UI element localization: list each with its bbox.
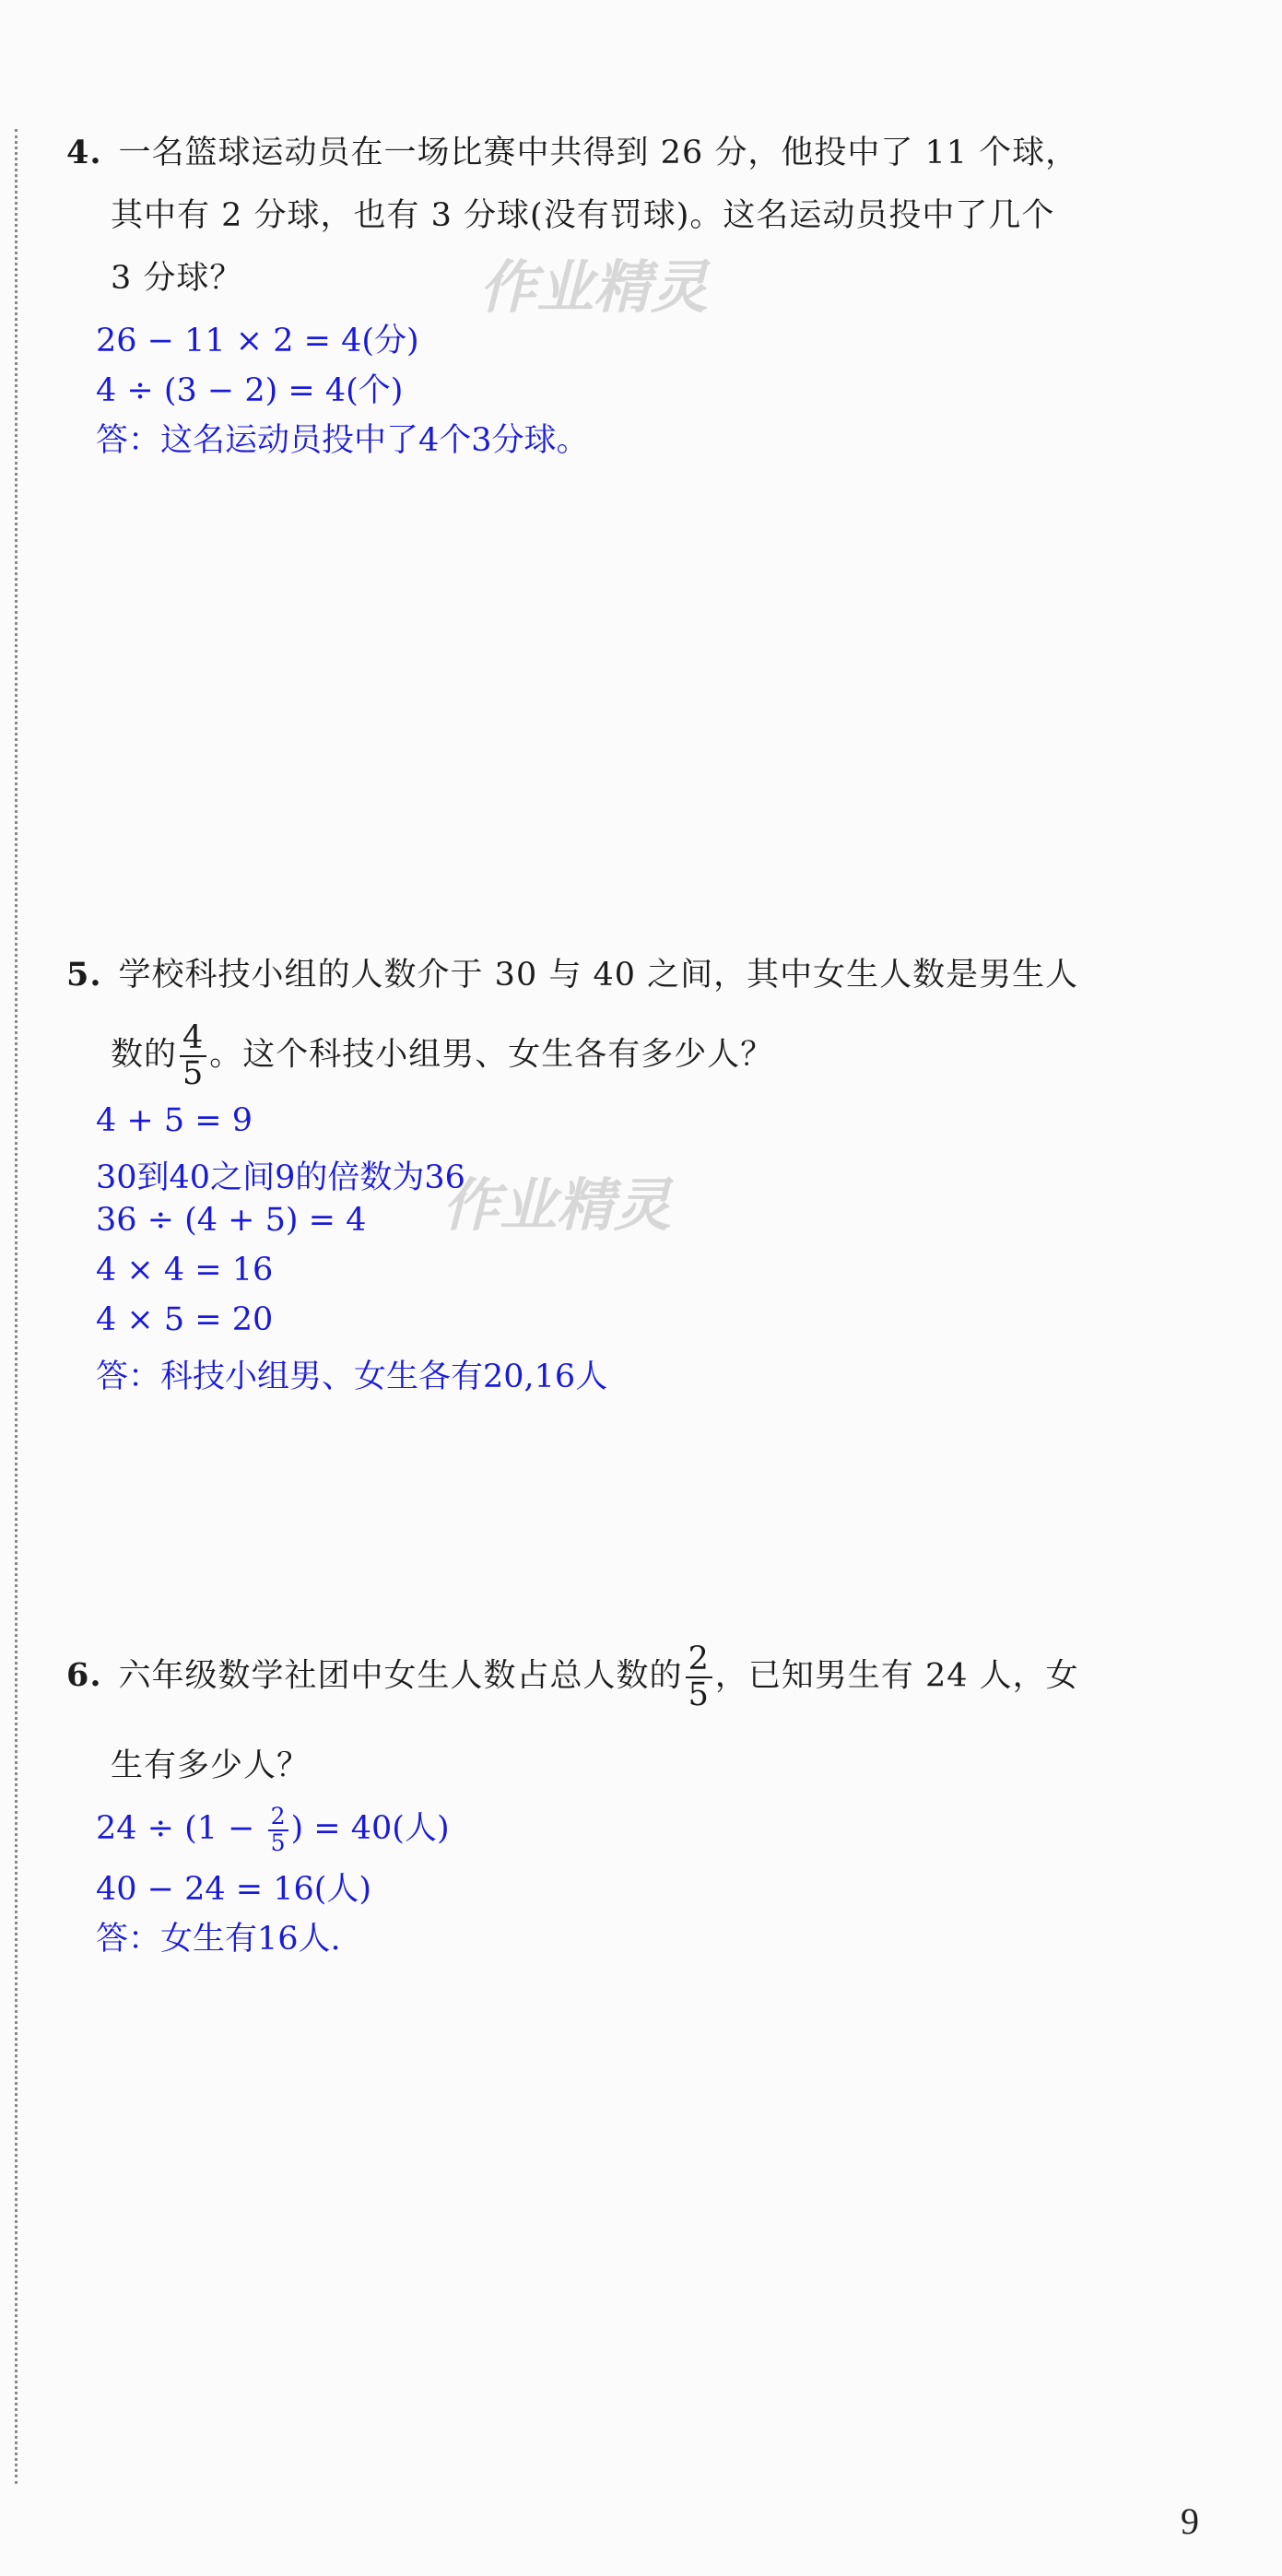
page-number: 9 — [1181, 2500, 1199, 2542]
q4-line2: 其中有 2 分球，也有 3 分球(没有罚球)。这名运动员投中了几个 — [111, 197, 1055, 234]
q6-answer-1a: 24 ÷ (1 − — [96, 1810, 265, 1847]
q6-line2: 生有多少人？ — [111, 1747, 311, 1784]
q6-fraction-num: 2 — [686, 1642, 712, 1678]
q5-text-2b: 。这个科技小组男、女生各有多少人？ — [209, 1036, 774, 1074]
q5-text-1: 学校科技小组的人数介于 30 与 40 之间，其中女生人数是男生人 — [118, 957, 1079, 994]
q5-answer-5: 4 × 5 = 20 — [96, 1301, 274, 1338]
q6-text-1b: ，已知男生有 24 人，女 — [714, 1657, 1079, 1695]
q6-answer-fraction-num: 2 — [268, 1805, 288, 1830]
q4-text-1: 一名篮球运动员在一场比赛中共得到 26 分，他投中了 11 个球， — [118, 135, 1079, 171]
q4-line1 — [66, 127, 1078, 173]
q6-answer-fraction — [268, 1805, 288, 1855]
q4-answer-3: 答：这名运动员投中了4个3分球。 — [96, 422, 589, 459]
q6-line1 — [66, 1642, 1079, 1712]
watermark-logo: 作业精灵 — [479, 253, 709, 321]
q6-number: 6. — [66, 1656, 102, 1695]
q6-answer-2: 40 − 24 = 16(人) — [96, 1871, 372, 1908]
margin-dotted-line — [15, 129, 18, 2484]
q6-answer-1 — [96, 1803, 450, 1855]
q5-line2 — [111, 1021, 773, 1091]
q6-text-1a: 六年级数学社团中女生人数占总人数的 — [118, 1657, 683, 1695]
q6-fraction-den: 5 — [688, 1676, 710, 1713]
q6-fraction — [686, 1642, 712, 1712]
q5-answer-1: 4 + 5 = 9 — [96, 1102, 253, 1139]
q5-text-2a: 数的 — [111, 1036, 178, 1074]
q5-number: 5. — [66, 956, 102, 994]
watermark-logo-2: 作业精灵 — [442, 1171, 672, 1239]
q6-answer-3: 答：女生有16人. — [96, 1921, 341, 1958]
q5-answer-4: 4 × 4 = 16 — [96, 1252, 274, 1288]
q6-answer-fraction-den: 5 — [270, 1829, 286, 1856]
q5-fraction — [180, 1021, 206, 1091]
q5-answer-3: 36 ÷ (4 + 5) = 4 — [96, 1202, 367, 1239]
q5-answer-6: 答：科技小组男、女生各有20,16人 — [96, 1359, 608, 1395]
q4-answer-2: 4 ÷ (3 − 2) = 4(个) — [96, 372, 404, 409]
q5-fraction-num: 4 — [180, 1021, 206, 1057]
q4-number: 4. — [66, 134, 102, 171]
q5-answer-2: 30到40之间9的倍数为36 — [96, 1159, 465, 1196]
q5-line1 — [66, 949, 1078, 995]
q4-line3: 3 分球？ — [111, 260, 243, 297]
q6-answer-1b: ) = 40(人) — [290, 1810, 450, 1847]
q4-answer-1: 26 − 11 × 2 = 4(分) — [96, 323, 419, 359]
q5-fraction-den: 5 — [182, 1054, 205, 1092]
